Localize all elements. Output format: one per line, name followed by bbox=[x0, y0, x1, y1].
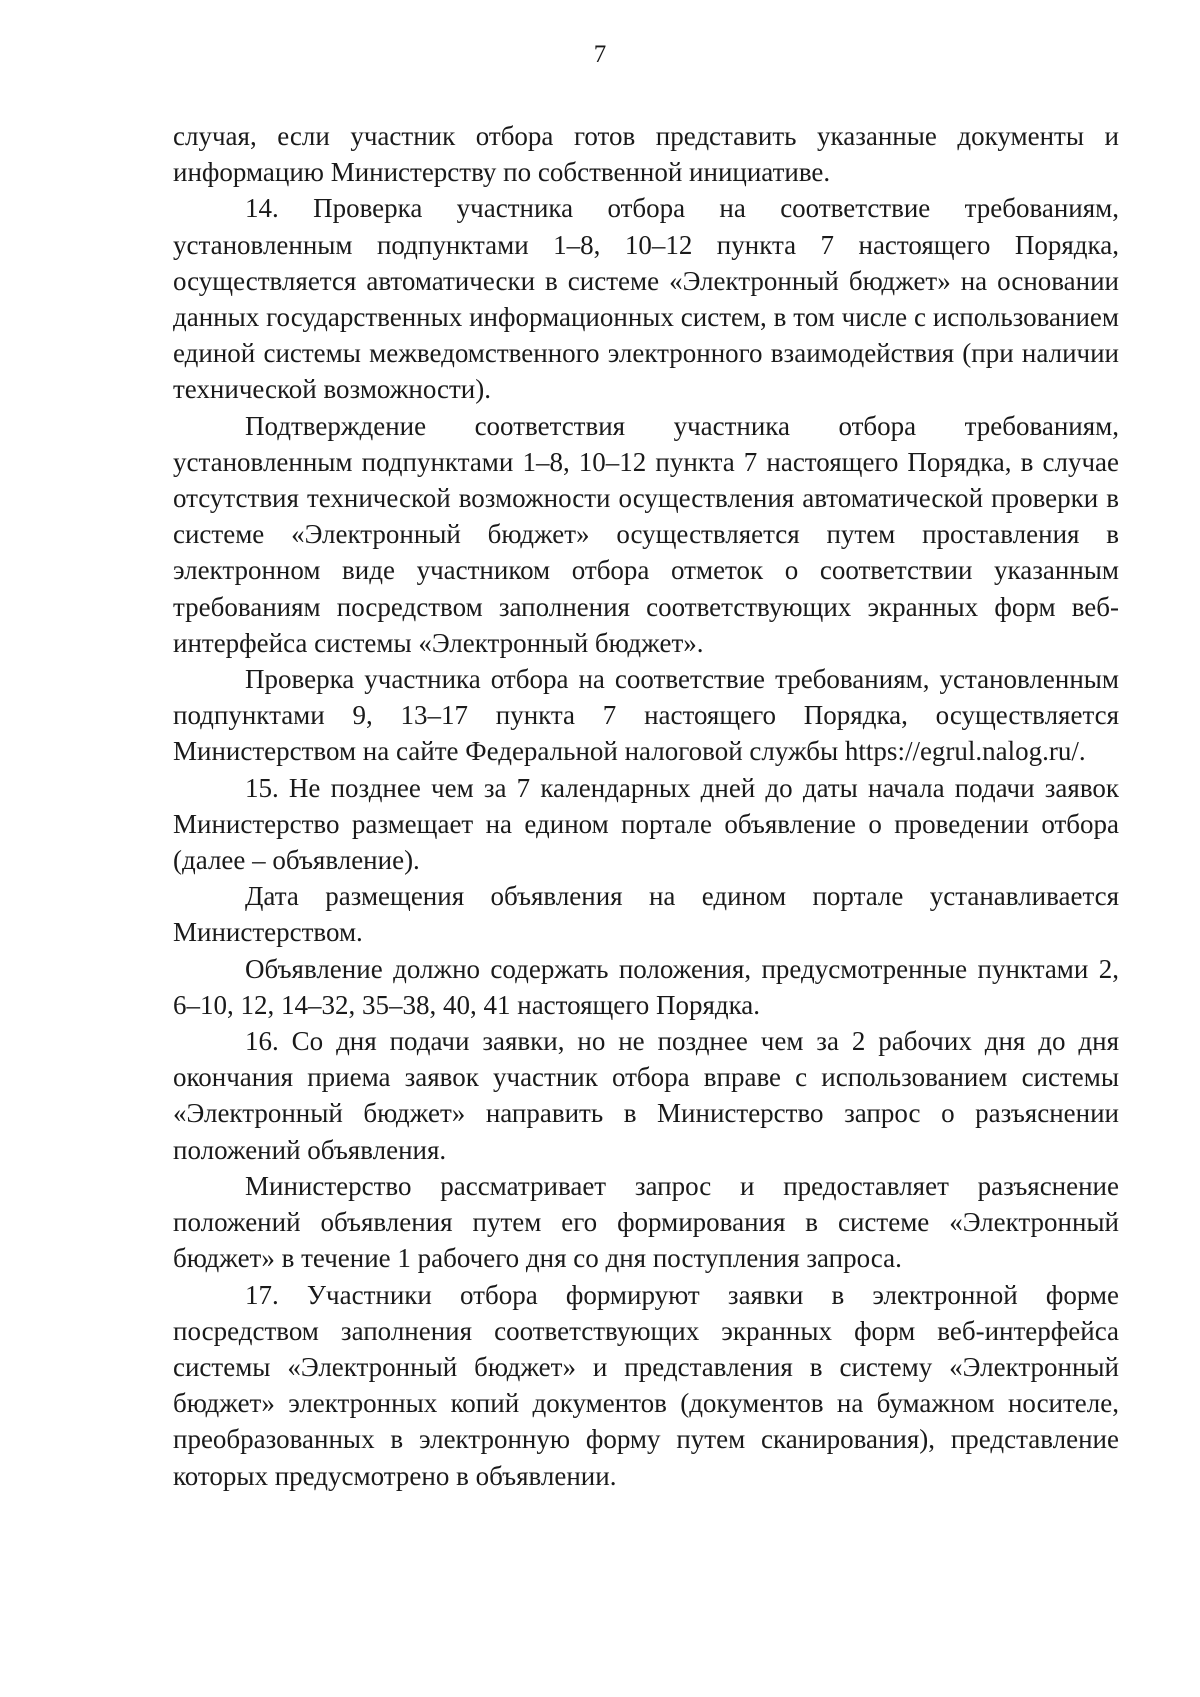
paragraph-ministry-response: Министерство рассматривает запрос и предоставляет разъяснение положений объявления путем его формирования в системе «Электронный бюджет» в течение 1 рабочего дня со дня поступления запроса. bbox=[173, 1170, 1119, 1274]
paragraph-continuation: случая, если участник отбора готов представить указанные документы и информацию Министерству по собственной инициативе. bbox=[173, 121, 1119, 188]
paragraph-item-16: 16. Со дня подачи заявки, но не позднее чем за 2 рабочих дня до дня окончания приема заявок участник отбора вправе с использованием системы «Электронный бюджет» направить в Министерство запрос о разъяснении положений объявления. bbox=[173, 1026, 1119, 1165]
paragraph-confirmation: Подтверждение соответствия участника отбора требованиям, установленным подпунктами 1–8, 10–12 пункта 7 настоящего Порядка, в случае отсутствия технической возможности осуществления автоматической проверки в системе «Электронный бюджет» осуществляется путем проставления в электронном виде участником отбора отметок о соответствии указанным требованиям посредством заполнения соответствующих экранных форм веб-интерфейса системы «Электронный бюджет». bbox=[173, 410, 1119, 658]
paragraph-verification: Проверка участника отбора на соответствие требованиям, установленным подпунктами 9, 13–17 пункта 7 настоящего Порядка, осуществляется Министерством на сайте Федеральной налоговой службы https://egrul.nalog.ru/. bbox=[173, 664, 1119, 767]
paragraph-item-15: 15. Не позднее чем за 7 календарных дней до даты начала подачи заявок Министерство размещает на едином портале объявление о проведении отбора (далее – объявление). bbox=[173, 772, 1119, 876]
paragraph-announcement-content: Объявление должно содержать положения, предусмотренные пунктами 2, 6–10, 12, 14–32, 35–38, 40, 41 настоящего Порядка. bbox=[173, 953, 1119, 1020]
document-body bbox=[173, 118, 1119, 1494]
paragraph-item-14: 14. Проверка участника отбора на соответствие требованиям, установленным подпунктами 1–8, 10–12 пункта 7 настоящего Порядка, осуществляется автоматически в системе «Электронный бюджет» на основании данных государственных информационных систем, в том числе с использованием единой системы межведомственного электронного взаимодействия (при наличии технической возможности). bbox=[173, 193, 1119, 405]
paragraph-item-17: 17. Участники отбора формируют заявки в электронной форме посредством заполнения соответствующих экранных форм веб-интерфейса системы «Электронный бюджет» и представления в систему «Электронный бюджет» электронных копий документов (документов на бумажном носителе, преобразованных в электронную форму путем сканирования), представление которых предусмотрено в объявлении. bbox=[173, 1279, 1119, 1491]
page-number: 7 bbox=[593, 41, 607, 68]
paragraph-announcement-date: Дата размещения объявления на едином портале устанавливается Министерством. bbox=[173, 881, 1119, 948]
